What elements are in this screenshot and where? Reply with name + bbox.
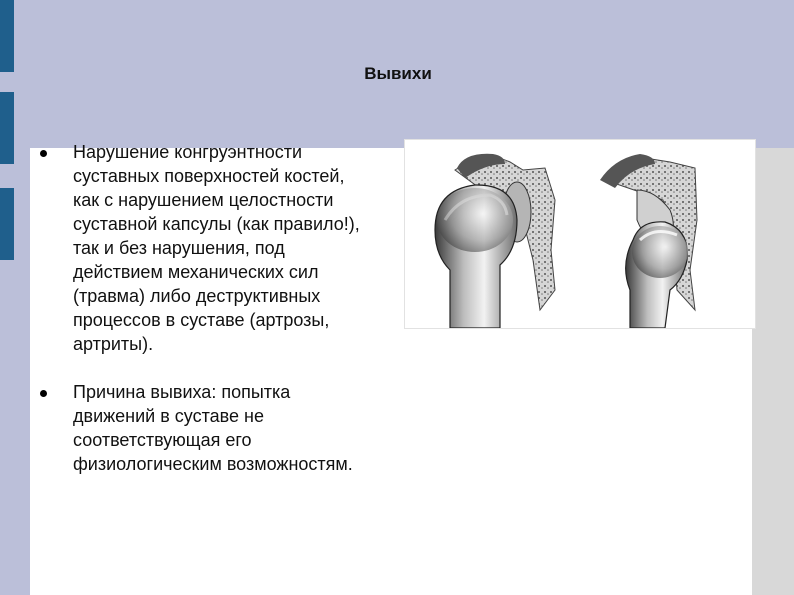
bullet-icon [40,390,47,397]
accent-bar [0,188,14,260]
bullet-icon [40,150,47,157]
slide-title: Вывихи [364,64,432,83]
list-item [40,380,370,476]
right-band [752,148,794,595]
bullet-text: Нарушение конгруэнтности суставных поверхностей костей, как с нарушением целостности суставной капсулы (как правило!), так и без нарушения, под действием механических сил (травма) либо деструктивных процессов в суставе (артрозы, артриты). [73,142,360,354]
dislocated-joint-drawing [600,154,697,328]
normal-joint-drawing [435,154,555,328]
accent-bar [0,0,14,72]
bullet-list [40,140,370,500]
shoulder-joint-illustration [404,139,756,329]
accent-bar [0,92,14,164]
list-item [40,140,370,356]
bullet-text: Причина вывиха: попытка движений в суставе не соответствующая его физиологическим возможностям. [73,382,353,474]
shoulder-joint-icon [405,140,755,328]
